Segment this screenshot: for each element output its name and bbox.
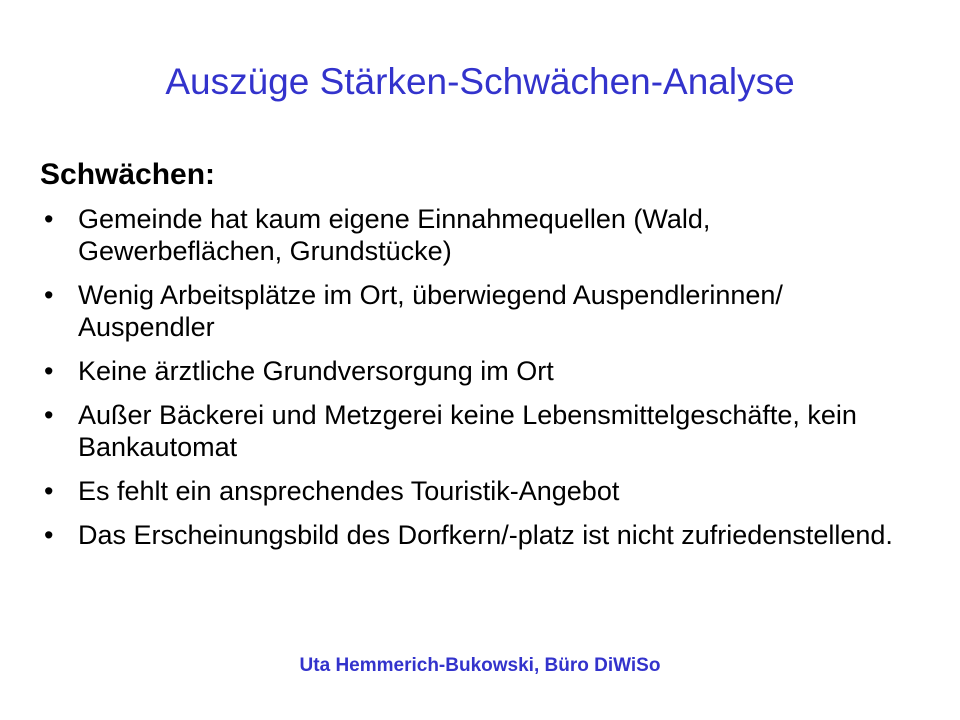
bullet-icon: • <box>44 400 54 430</box>
bullet-item <box>40 203 920 267</box>
bullet-text: Es fehlt ein ansprechendes Touristik-Angebot <box>78 476 620 506</box>
bullet-icon: • <box>44 476 54 506</box>
bullet-text: Gemeinde hat kaum eigene Einnahmequellen (Wald, Gewerbeflächen, Grundstücke) <box>78 204 711 266</box>
bullet-item <box>40 279 920 343</box>
bullet-list <box>40 203 920 551</box>
bullet-icon: • <box>44 280 54 310</box>
slide-content <box>40 155 920 563</box>
bullet-text: Das Erscheinungsbild des Dorfkern/-platz ist nicht zufriedenstellend. <box>78 520 893 550</box>
bullet-icon: • <box>44 356 54 386</box>
slide-footer: Uta Hemmerich-Bukowski, Büro DiWiSo <box>299 655 661 676</box>
bullet-text: Keine ärztliche Grundversorgung im Ort <box>78 356 554 386</box>
section-heading: Schwächen: <box>40 158 216 191</box>
bullet-item <box>40 355 920 387</box>
bullet-icon: • <box>44 520 54 550</box>
bullet-item <box>40 475 920 507</box>
bullet-item <box>40 399 920 463</box>
bullet-text: Außer Bäckerei und Metzgerei keine Lebensmittelgeschäfte, kein Bankautomat <box>78 400 857 462</box>
bullet-item <box>40 519 920 551</box>
bullet-icon: • <box>44 204 54 234</box>
bullet-text: Wenig Arbeitsplätze im Ort, überwiegend Auspendlerinnen/ Auspendler <box>78 280 783 342</box>
slide-title: Auszüge Stärken-Schwächen-Analyse <box>165 61 795 102</box>
